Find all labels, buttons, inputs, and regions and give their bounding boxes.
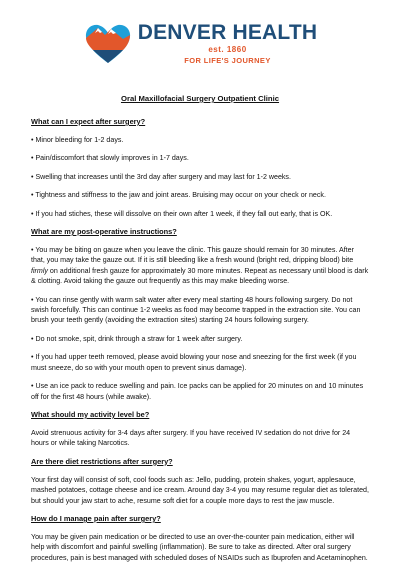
section-heading: What can I expect after surgery? — [31, 117, 146, 126]
paragraph: Your first day will consist of soft, cool foods such as: Jello, pudding, protein shakes, yogurt, applesauce, mashed potatoes, cottage cheese and ice cream. Around day 3-4 you may resume regular diet as tolerated, but should your jaw start to ache, resume soft diet for a couple more days to rest the jaw muscle. — [31, 475, 369, 505]
section-heading: Are there diet restrictions after surgery? — [31, 456, 173, 466]
section-expectations — [31, 117, 369, 219]
section-pain-management — [31, 514, 369, 563]
logo — [83, 21, 318, 65]
brand-tagline: FOR LIFE'S JOURNEY — [184, 55, 271, 65]
section-diet — [31, 457, 369, 506]
section-activity-level — [31, 410, 369, 449]
paragraph: You may be given pain medication or be directed to use an over-the-counter pain medication, either will help with discomfort and painful swelling (inflammation). Be sure to take as directed. After oral surgery procedures, pain is best managed with scheduled doses of NSAIDs such as Ibuprofen and Acetaminophen. — [31, 532, 368, 562]
paragraph: • If you had stiches, these will dissolve on their own after 1 week, if they fall out early, that is OK. — [31, 209, 333, 218]
document-title: Oral Maxillofacial Surgery Outpatient Clinic — [120, 94, 280, 103]
paragraph: • You can rinse gently with warm salt water after every meal starting 48 hours following surgery. Do not swish forcefully. This can continue 1-2 weeks as food may become trapped in the extraction site. You can brush your teeth gently (avoiding the extraction sites) starting 24 hours following surgery. — [31, 295, 361, 325]
paragraph: • Minor bleeding for 1-2 days. — [31, 136, 124, 144]
mountain-heart-logo-icon — [83, 21, 133, 65]
paragraph: • Tightness and stiffness to the jaw and joint areas. Bruising may occur on your check or neck. — [31, 191, 326, 200]
paragraph: Avoid strenuous activity for 3-4 days after surgery. If you have received IV sedation do not drive for 24 hours or while taking Narcotics. — [31, 428, 351, 448]
section-post-op-instructions — [31, 227, 369, 402]
paragraph: • If you had upper teeth removed, please avoid blowing your nose and sneezing for the first week (if you must sneeze, do so with your mouth open to prevent sinus damage). — [31, 353, 357, 372]
section-heading: How do I manage pain after surgery? — [31, 513, 161, 523]
paragraph: • Use an ice pack to reduce swelling and pain. Ice packs can be applied for 20 minutes on and 10 minutes off for the first 48 hours (while awake). — [31, 382, 364, 401]
paragraph: • Swelling that increases until the 3rd day after surgery and may last for 1-2 weeks. — [31, 172, 291, 181]
header — [31, 12, 369, 74]
brand-established: est. 1860 — [208, 44, 247, 54]
paragraph: • Do not smoke, spit, drink through a straw for 1 week after surgery. — [31, 334, 243, 343]
paragraph: • You may be biting on gauze when you leave the clinic. This gauze should remain for 30 minutes. After that, you may take the gauze out. If it is still bleeding like a fresh wound (bright red, dripping blood) bite firmly on additional fresh gauze for approximately 30 more minutes. Repeat as necessary until blood is dark & clotting. Avoid taking the gauze out frequently as this may make bleeding worse. — [31, 246, 369, 286]
section-heading: What should my activity level be? — [31, 409, 150, 419]
brand-name: DENVER HEALTH — [137, 20, 318, 44]
section-heading: What are my post-operative instructions? — [31, 227, 177, 237]
paragraph: • Pain/discomfort that slowly improves in 1-7 days. — [31, 154, 189, 163]
